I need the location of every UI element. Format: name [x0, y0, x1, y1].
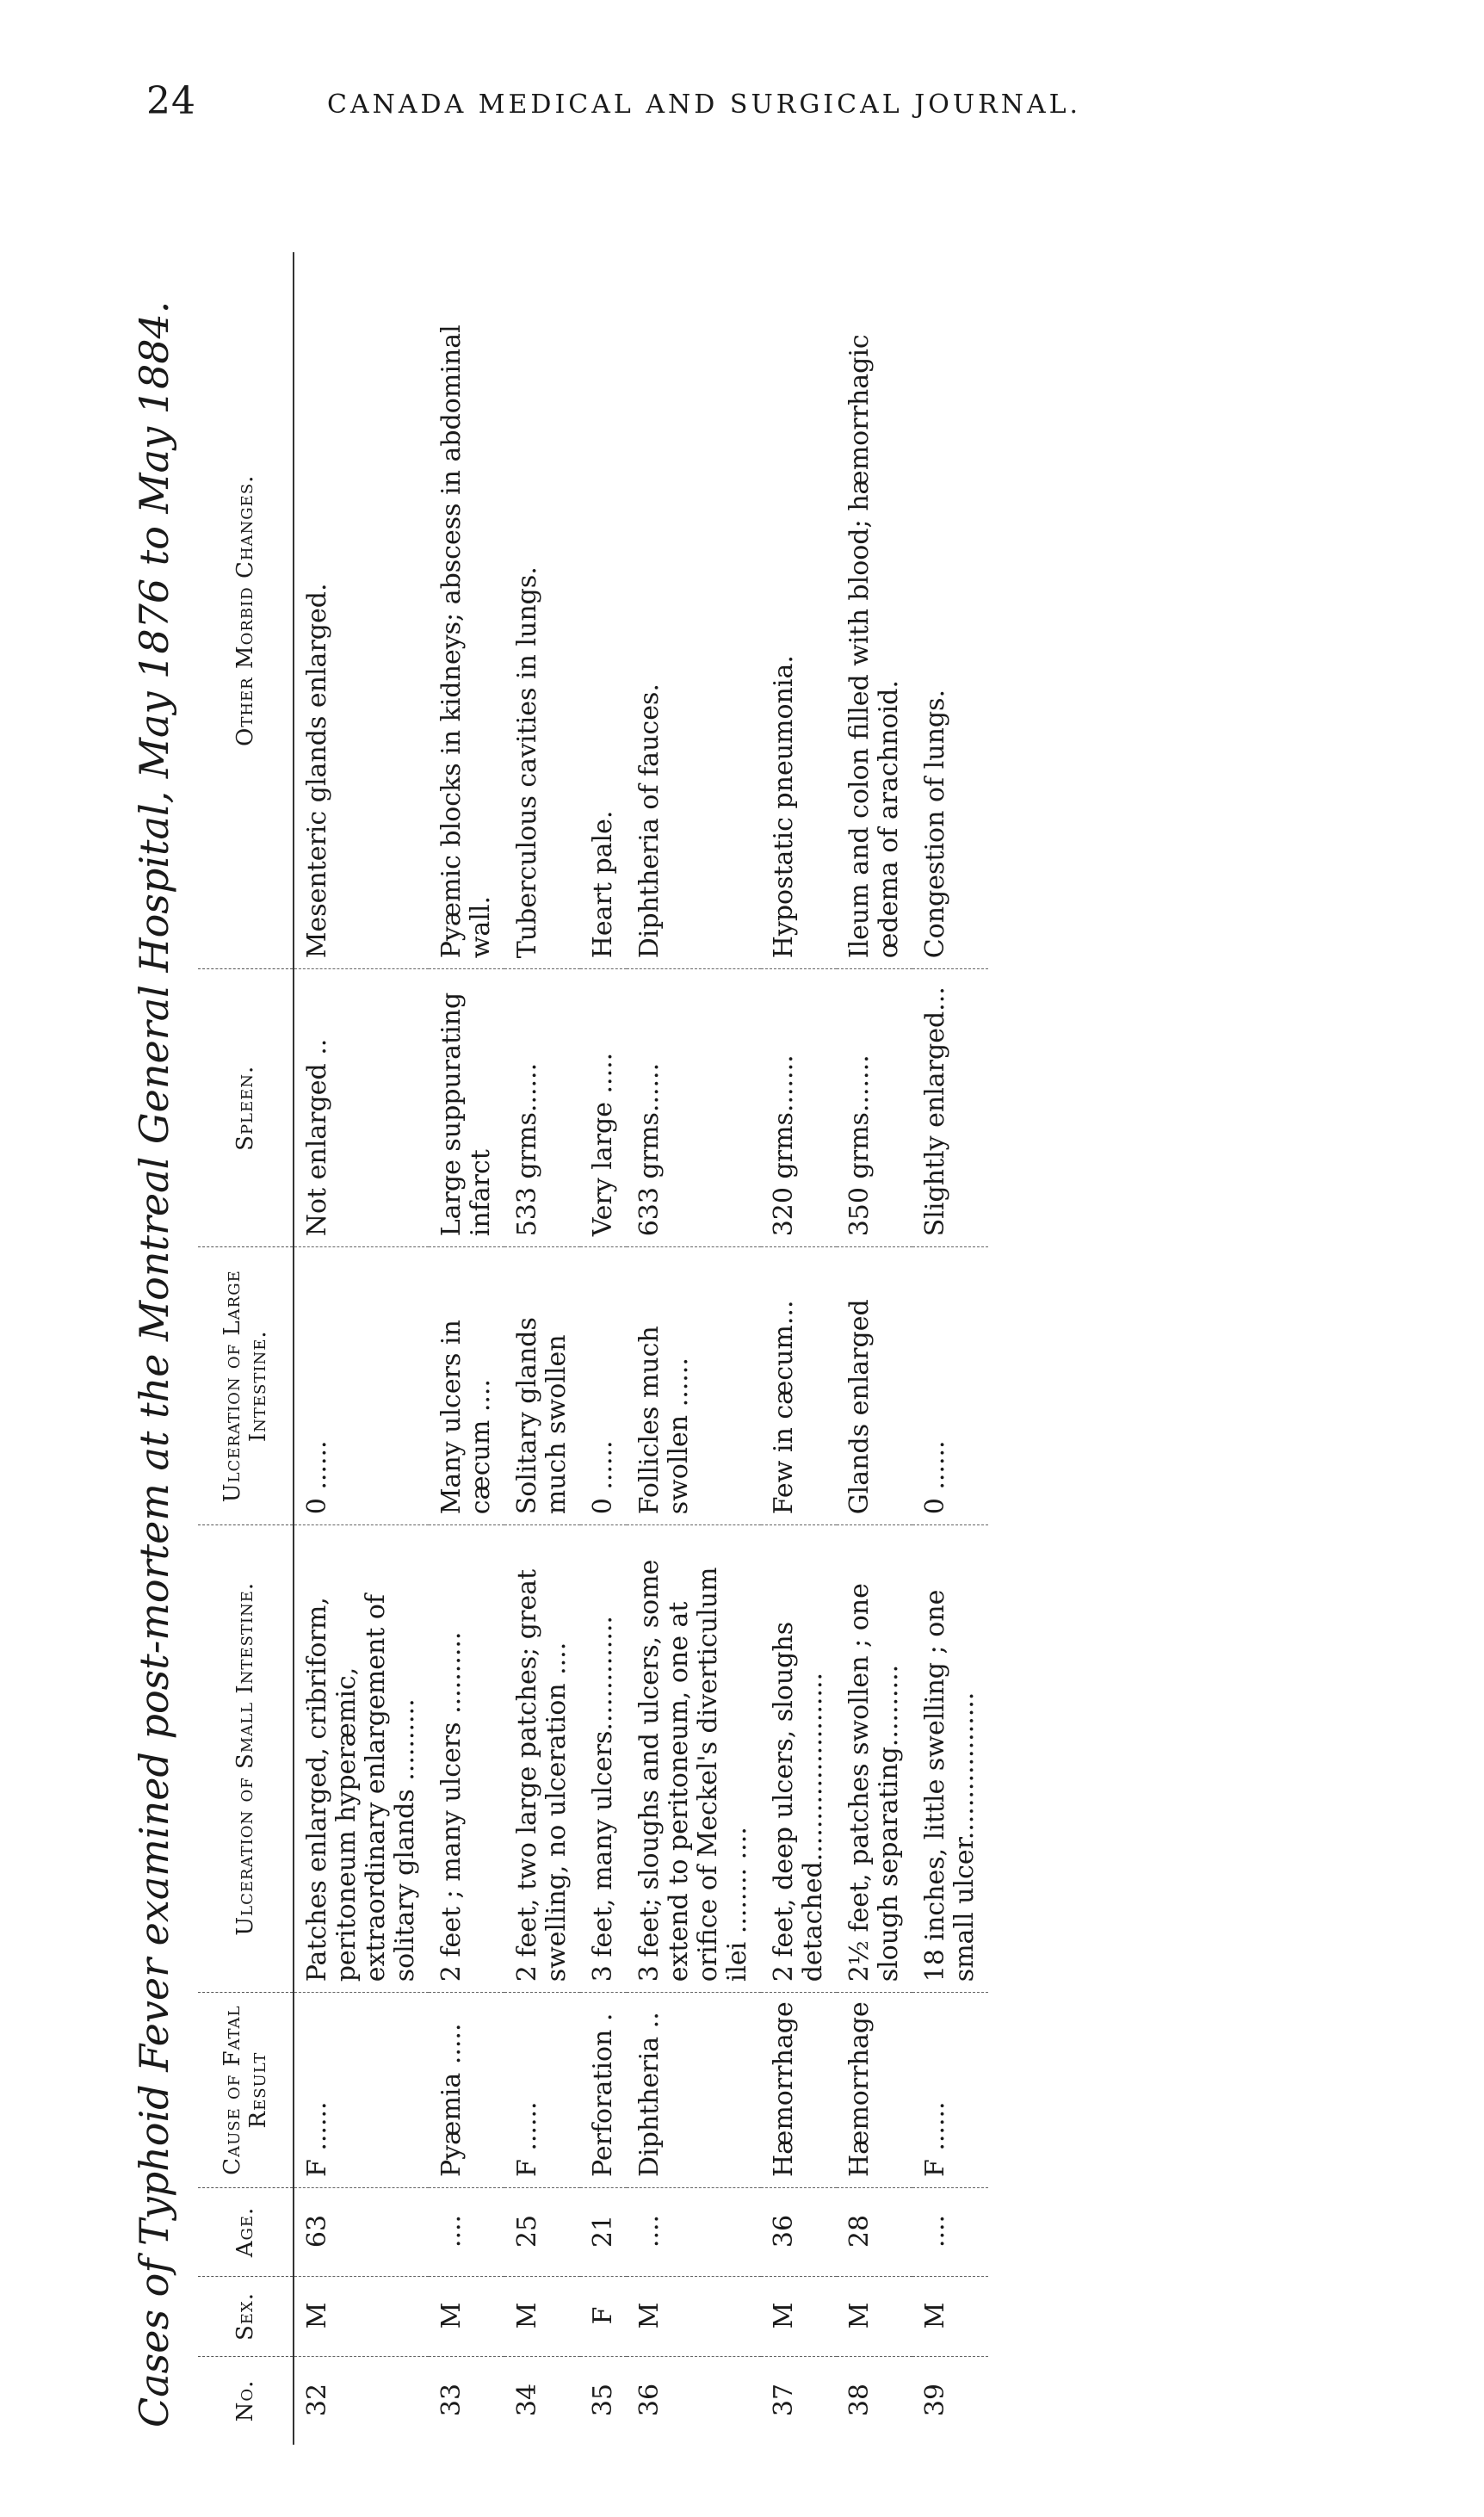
cell-sex: M — [761, 2277, 837, 2357]
cell-cause: Diphtheria .. — [627, 1993, 761, 2188]
cell-age: .... — [429, 2188, 504, 2277]
cell-age: 63 — [294, 2188, 429, 2277]
cell-small-intestine: 3 feet, many ulcers.............. — [580, 1525, 627, 1993]
cell-small-intestine: Patches enlarged, cribriform, peritoneum hyperæmic, extraordinary enlargement of solitary glands .......... — [294, 1525, 429, 1993]
cell-spleen: 350 grms....... — [837, 969, 912, 1247]
cell-sex: M — [294, 2277, 429, 2357]
cell-small-intestine: 18 inches, little swelling ; one small ulcer.................. — [912, 1525, 988, 1993]
page-number: 24 — [146, 79, 196, 123]
table-title: Cases of Typhoid Fever examined post-mortem at the Montreal General Hospital, May 1876 to May 1884. — [131, 300, 177, 2427]
table-row — [504, 252, 580, 2445]
cases-table — [198, 252, 988, 2445]
cell-sex: M — [429, 2277, 504, 2357]
col-header-large-intestine: Ulceration of Large Intestine. — [198, 1247, 294, 1525]
cell-age: .... — [627, 2188, 761, 2277]
cell-small-intestine: 2 feet, deep ulcers, sloughs detached....................... — [761, 1525, 837, 1993]
cell-small-intestine: 2½ feet, patches swollen ; one slough separating.......... — [837, 1525, 912, 1993]
cell-spleen: 633 grms...... — [627, 969, 761, 1247]
cell-age: 25 — [504, 2188, 580, 2277]
col-header-age: Age. — [198, 2188, 294, 2277]
cell-large-intestine: Glands enlarged — [837, 1247, 912, 1525]
cell-spleen: Slightly enlarged... — [912, 969, 988, 1247]
cell-other-changes: Diphtheria of fauces. — [634, 683, 665, 959]
cell-age: .... — [912, 2188, 988, 2277]
running-head: CANADA MEDICAL AND SURGICAL JOURNAL. — [327, 90, 1082, 120]
cell-other-changes: Tuberculous cavities in lungs. — [512, 566, 542, 959]
cell-small-intestine: 2 feet, two large patches; great swelling, no ulceration .... — [504, 1525, 580, 1993]
cell-cause: Hæmorrhage — [837, 1993, 912, 2188]
cell-large-intestine: Follicles much swollen ...... — [627, 1247, 761, 1525]
cell-sex: M — [912, 2277, 988, 2357]
cell-other-changes: Hypostatic pneumonia. — [769, 655, 799, 959]
cell-large-intestine: Many ulcers in cæcum .... — [429, 1247, 504, 1525]
col-header-no: No. — [198, 2357, 294, 2446]
cell-sex: M — [627, 2277, 761, 2357]
cell-spleen: Large suppurating infarct — [429, 969, 504, 1247]
table-row — [429, 252, 504, 2445]
cell-cause: Pyæmia ..... — [429, 1993, 504, 2188]
cell-large-intestine: 0 ...... — [580, 1247, 627, 1525]
cell-large-intestine: 0 ...... — [912, 1247, 988, 1525]
col-header-small-intestine: Ulceration of Small Intestine. — [198, 1525, 294, 1993]
cell-cause: F ...... — [912, 1993, 988, 2188]
cell-small-intestine: 3 feet; sloughs and ulcers, some extend to peritoneum, one at orifice of Meckel's diverticulum ilei ........ .... — [627, 1525, 761, 1993]
rotated-table-block — [112, 155, 1455, 2462]
cell-spleen: 533 grms...... — [504, 969, 580, 1247]
cell-spleen: Not enlarged .. — [294, 969, 429, 1247]
table-row — [294, 252, 429, 2445]
cell-small-intestine: 2 feet ; many ulcers .......... — [429, 1525, 504, 1993]
cell-large-intestine: Few in cæcum... — [761, 1247, 837, 1525]
table-row — [837, 252, 912, 2445]
cell-no: 37 — [761, 2357, 837, 2446]
col-header-spleen: Spleen. — [198, 969, 294, 1247]
cell-cause: F ...... — [504, 1993, 580, 2188]
cell-other-changes: Ileum and colon filled with blood; hæmorrhagic œdema of arachnoid. — [844, 334, 904, 959]
cell-cause: Perforation . — [580, 1993, 627, 2188]
cell-other-changes: Congestion of lungs. — [920, 689, 950, 959]
cell-spleen: 320 grms....... — [761, 969, 837, 1247]
col-header-other-changes: Other Morbid Changes. — [198, 252, 294, 969]
cell-other-changes: Mesenteric glands enlarged. — [302, 583, 332, 959]
cell-other-changes: Heart pale. — [588, 810, 618, 959]
table-row — [761, 252, 837, 2445]
cell-sex: F — [580, 2277, 627, 2357]
cell-no: 34 — [504, 2357, 580, 2446]
table-row — [912, 252, 988, 2445]
table-body — [294, 252, 988, 2445]
table-row — [627, 252, 761, 2445]
col-header-sex: Sex. — [198, 2277, 294, 2357]
table-header-row — [198, 252, 294, 2445]
cell-cause: Hæmorrhage — [761, 1993, 837, 2188]
cell-sex: M — [837, 2277, 912, 2357]
table-row — [580, 252, 627, 2445]
cell-other-changes: Pyæmic blocks in kidneys; abscess in abdominal wall. — [436, 325, 496, 959]
cell-age: 21 — [580, 2188, 627, 2277]
cell-no: 32 — [294, 2357, 429, 2446]
cell-no: 36 — [627, 2357, 761, 2446]
cell-cause: F ...... — [294, 1993, 429, 2188]
col-header-cause: Cause of Fatal Result — [198, 1993, 294, 2188]
cell-no: 38 — [837, 2357, 912, 2446]
cell-large-intestine: 0 ...... — [294, 1247, 429, 1525]
cell-no: 33 — [429, 2357, 504, 2446]
cell-sex: M — [504, 2277, 580, 2357]
cell-no: 35 — [580, 2357, 627, 2446]
cell-spleen: Very large ..... — [580, 969, 627, 1247]
cell-age: 28 — [837, 2188, 912, 2277]
cell-age: 36 — [761, 2188, 837, 2277]
cell-large-intestine: Solitary glands much swollen — [504, 1247, 580, 1525]
cell-no: 39 — [912, 2357, 988, 2446]
